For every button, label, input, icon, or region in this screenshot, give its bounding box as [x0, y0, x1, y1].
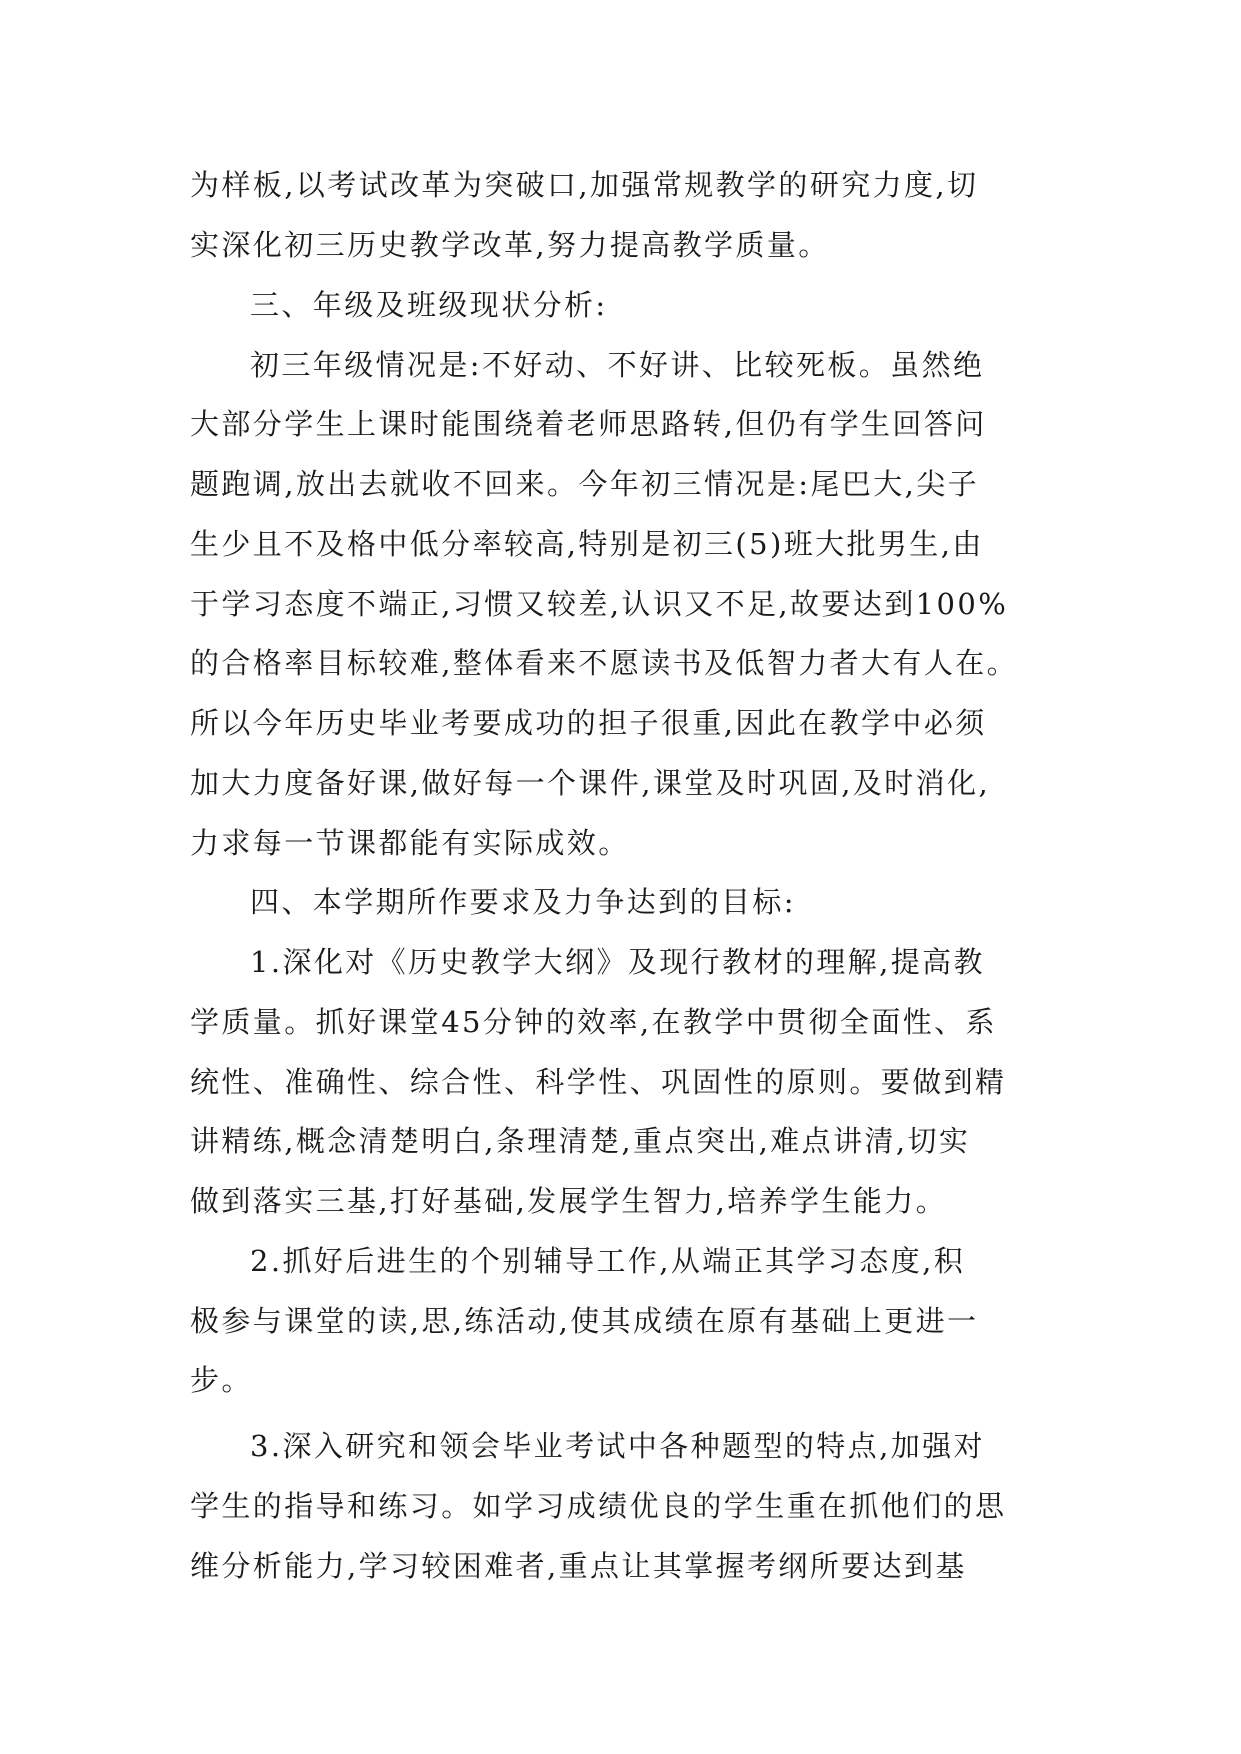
list-item: 2.抓好后进生的个别辅导工作,从端正其学习态度,积: [250, 1244, 966, 1278]
text-line: 极参与课堂的读,思,练活动,使其成绩在原有基础上更进一: [190, 1304, 979, 1338]
text-line: 大部分学生上课时能围绕着老师思路转,但仍有学生回答问: [190, 407, 987, 441]
text-line: 学生的指导和练习。如学习成绩优良的学生重在抓他们的思: [190, 1489, 1007, 1523]
text-line: 维分析能力,学习较困难者,重点让其掌握考纲所要达到基: [190, 1549, 967, 1583]
text-line: 加大力度备好课,做好每一个课件,课堂及时巩固,及时消化,: [190, 766, 991, 800]
text-line: 力求每一节课都能有实际成效。: [190, 826, 630, 860]
section-heading: 三、年级及班级现状分析:: [250, 288, 608, 322]
text-line: 讲精练,概念清楚明白,条理清楚,重点突出,难点讲清,切实: [190, 1124, 971, 1158]
text-line: 题跑调,放出去就收不回来。今年初三情况是:尾巴大,尖子: [190, 467, 980, 501]
text-line: 为样板,以考试改革为突破口,加强常规教学的研究力度,切: [190, 168, 979, 202]
list-item: 1.深化对《历史教学大纲》及现行教材的理解,提高教: [250, 945, 985, 979]
text-line: 生少且不及格中低分率较高,特别是初三(5)班大批男生,由: [190, 527, 984, 561]
text-line: 学质量。抓好课堂45分钟的效率,在教学中贯彻全面性、系: [190, 1005, 997, 1039]
text-line: 统性、准确性、综合性、科学性、巩固性的原则。要做到精: [190, 1065, 1007, 1099]
text-line: 所以今年历史毕业考要成功的担子很重,因此在教学中必须: [190, 706, 987, 740]
text-line: 的合格率目标较难,整体看来不愿读书及低智力者大有人在。: [190, 646, 1019, 680]
text-line: 做到落实三基,打好基础,发展学生智力,培养学生能力。: [190, 1184, 948, 1218]
text-line: 初三年级情况是:不好动、不好讲、比较死板。虽然绝: [250, 348, 985, 382]
list-item: 3.深入研究和领会毕业考试中各种题型的特点,加强对: [250, 1429, 985, 1463]
section-heading: 四、本学期所作要求及力争达到的目标:: [250, 885, 796, 919]
text-line: 于学习态度不端正,习惯又较差,认识又不足,故要达到100%: [190, 587, 1009, 621]
text-line: 步。: [190, 1363, 253, 1397]
text-line: 实深化初三历史教学改革,努力提高教学质量。: [190, 228, 830, 262]
